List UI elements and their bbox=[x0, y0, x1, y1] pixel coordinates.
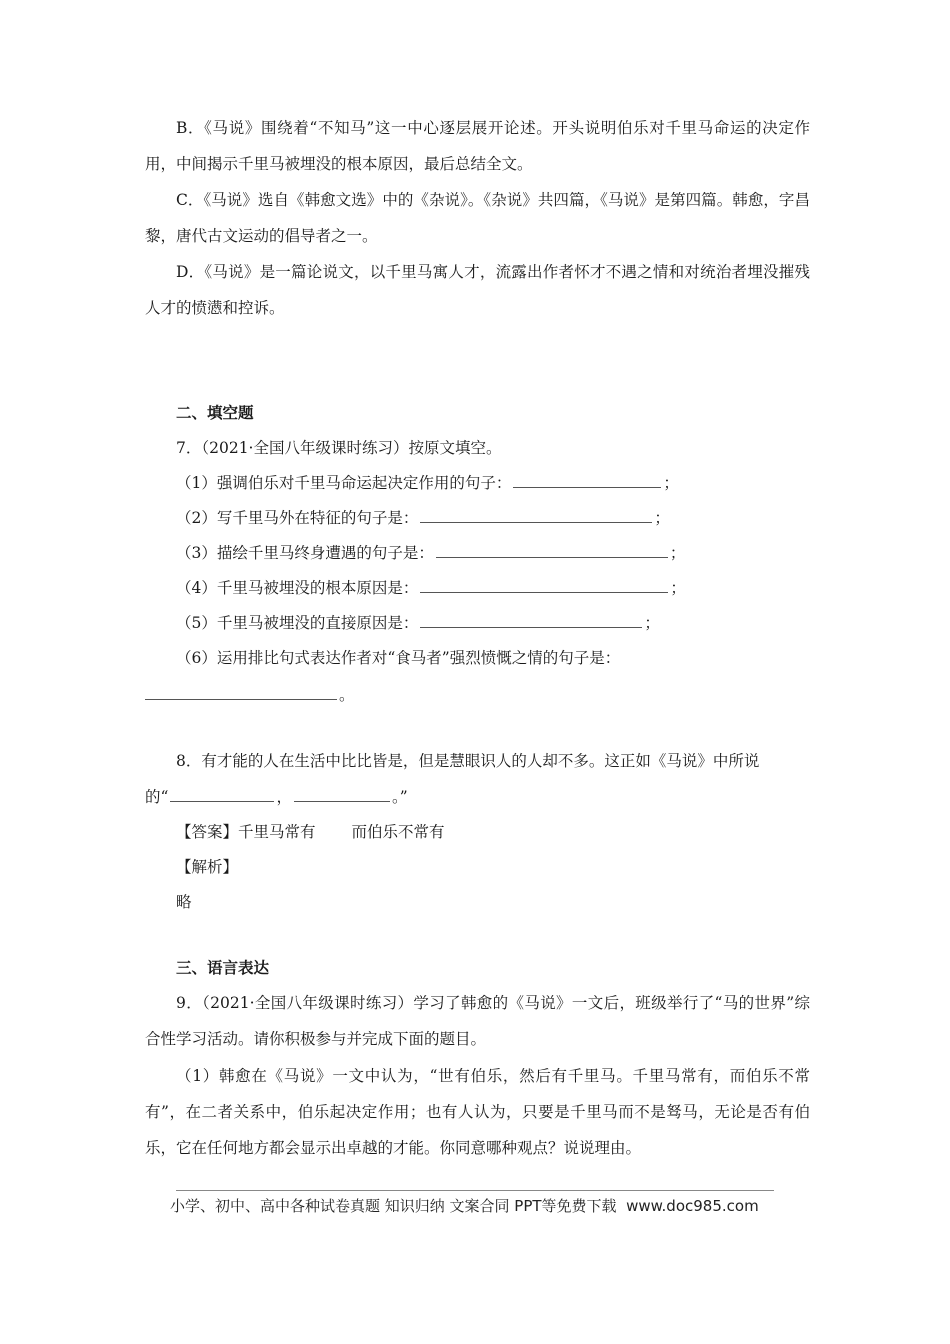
answer-blank[interactable] bbox=[420, 506, 652, 523]
answer-blank[interactable] bbox=[170, 785, 274, 802]
q7-item-1: （1）强调伯乐对千里马命运起决定作用的句子： ； bbox=[176, 465, 679, 501]
answer-blank[interactable] bbox=[513, 471, 661, 488]
footer bbox=[170, 1193, 759, 1219]
q8-analysis-label: 【解析】 bbox=[176, 858, 239, 876]
section-3-heading: 三、语言表达 bbox=[176, 959, 270, 977]
option-c: C．《马说》选自《韩愈文选》中的《杂说》。《杂说》共四篇，《马说》是第四篇。韩愈，字昌黎，唐代古文运动的倡导者之一。 bbox=[145, 191, 810, 245]
q8-analysis-text: 略 bbox=[176, 893, 192, 911]
q8-answer: 【答案】千里马常有 而伯乐不常有 bbox=[176, 823, 445, 841]
q8-stem-line2: 的“ ， 。” bbox=[145, 779, 408, 815]
answer-blank[interactable] bbox=[436, 541, 668, 558]
q7-item-2: （2）写千里马外在特征的句子是： ； bbox=[176, 500, 670, 536]
answer-blank[interactable] bbox=[420, 611, 642, 628]
option-b: B．《马说》围绕着“不知马”这一中心逐层展开论述。开头说明伯乐对千里马命运的决定作用，中间揭示千里马被埋没的根本原因，最后总结全文。 bbox=[145, 119, 810, 173]
q7-item-6-answer: 。 bbox=[145, 677, 355, 713]
section-2-heading: 二、填空题 bbox=[176, 404, 254, 422]
footer-divider bbox=[176, 1190, 774, 1191]
option-d: D．《马说》是一篇论说文，以千里马寓人才，流露出作者怀才不遇之情和对统治者埋没摧残人才的愤懑和控诉。 bbox=[145, 263, 810, 317]
answer-blank[interactable] bbox=[145, 683, 337, 700]
q9-sub-question-1: （1）韩愈在《马说》一文中认为，“世有伯乐，然后有千里马。千里马常有，而伯乐不常有”，在二者关系中，伯乐起决定作用；也有人认为，只要是千里马而不是驽马，无论是否有伯乐，它在任何地方都会显示出卓越的才能。你同意哪种观点？说说理由。 bbox=[145, 1067, 810, 1157]
q8-stem-line1: 8．有才能的人在生活中比比皆是，但是慧眼识人的人却不多。这正如《马说》中所说 bbox=[176, 752, 760, 770]
q9-stem: 9．（2021·全国八年级课时练习）学习了韩愈的《马说》一文后，班级举行了“马的世界”综合性学习活动。请你积极参与并完成下面的题目。 bbox=[145, 994, 810, 1048]
footer-link[interactable]: www.doc985.com bbox=[626, 1197, 759, 1215]
footer-text: 小学、初中、高中各种试卷真题 知识归纳 文案合同 PPT等免费下载 bbox=[170, 1197, 617, 1215]
q7-stem: 7．（2021·全国八年级课时练习）按原文填空。 bbox=[176, 439, 502, 457]
answer-blank[interactable] bbox=[294, 785, 390, 802]
q7-item-6: （6）运用排比句式表达作者对“食马者”强烈愤慨之情的句子是： bbox=[176, 649, 621, 667]
q7-item-3: （3）描绘千里马终身遭遇的句子是： ； bbox=[176, 535, 685, 571]
q7-item-4: （4）千里马被埋没的根本原因是： ； bbox=[176, 570, 686, 606]
answer-blank[interactable] bbox=[420, 576, 668, 593]
q7-item-5: （5）千里马被埋没的直接原因是： ； bbox=[176, 605, 660, 641]
